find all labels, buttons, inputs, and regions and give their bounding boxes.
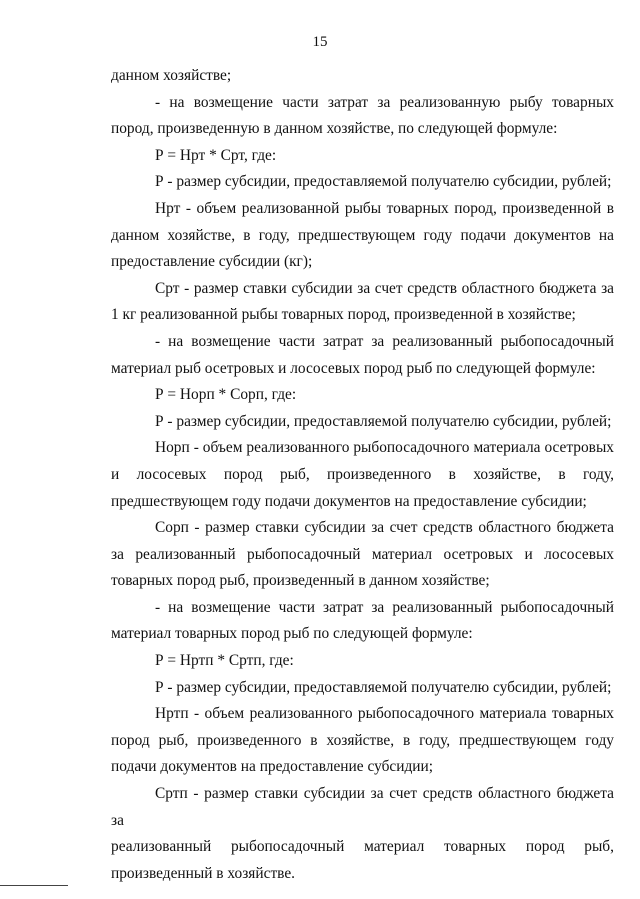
paragraph-stocking-compensation: - на возмещение части затрат за реализованный рыбопосадочный материал товарных пород рыб по следующей формуле:	[111, 598, 614, 643]
formula-sturgeon: Р = Норп * Сорп, где:	[155, 386, 297, 404]
definition-srtp-line-2: реализованный рыбопосадочный материал товарных пород рыб,	[111, 838, 614, 856]
paragraph-continuation: данном хозяйстве;	[111, 67, 232, 84]
paragraph-fish-compensation: - на возмещение части затрат за реализованную рыбу товарных пород, произведенную в данном хозяйстве, по следующей формуле:	[111, 93, 614, 138]
definition-nrtp: Нртп - объем реализованного рыбопосадочного материала товарных пород рыб, произведенного в хозяйстве, в году, предшествующем году подачи документов на предоставление субсидии;	[111, 705, 614, 776]
definition-p-2: Р - размер субсидии, предоставляемой получателю субсидии, рублей;	[155, 412, 612, 430]
definition-p-1: Р - размер субсидии, предоставляемой получателю субсидии, рублей;	[155, 173, 612, 191]
document-body	[111, 63, 614, 887]
page-number: 15	[312, 34, 328, 50]
definition-nrt: Нрт - объем реализованной рыбы товарных пород, произведенной в данном хозяйстве, в году, предшествующем году подачи документов на предоставление субсидии (кг);	[111, 199, 614, 271]
definition-p-3: Р - размер субсидии, предоставляемой получателю субсидии, рублей;	[155, 678, 612, 696]
definition-norp: Норп - объем реализованного рыбопосадочного материала осетровых и лососевых пород рыб, произведенного в хозяйстве, в году, предшествующем году подачи документов на предоставление субсидии;	[111, 439, 614, 510]
paragraph-sturgeon-compensation: - на возмещение части затрат за реализованный рыбопосадочный материал рыб осетровых и лососевых пород рыб по следующей формуле:	[111, 332, 614, 377]
definition-srt: Срт - размер ставки субсидии за счет средств областного бюджета за 1 кг реализованной рыбы товарных пород, произведенной в хозяйстве;	[111, 279, 614, 324]
definition-sorp: Сорп - размер ставки субсидии за счет средств областного бюджета за реализованный рыбопосадочный материал осетровых и лососевых товарных пород рыб, произведенный в данном хозяйстве;	[111, 519, 614, 590]
definition-srtp-line-1: Сртп - размер ставки субсидии за счет средств областного бюджета за	[111, 785, 614, 829]
definition-srtp-line-3: произведенный в хозяйстве.	[111, 864, 296, 882]
formula-stocking: Р = Нртп * Сртп, где:	[155, 652, 294, 670]
formula-fish: Р = Нрт * Срт, где:	[155, 146, 277, 164]
footer-divider	[0, 885, 68, 886]
